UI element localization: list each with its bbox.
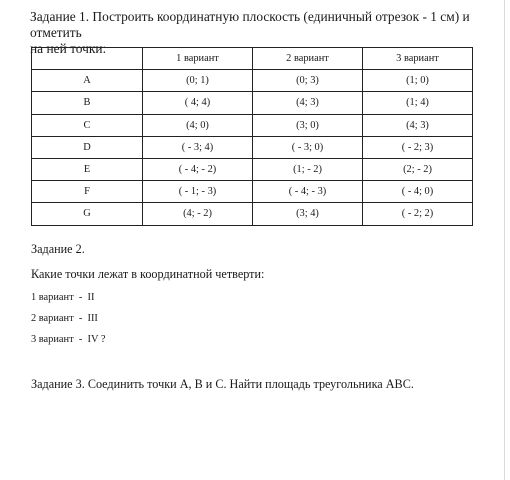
header-variant-3: 3 вариант [363,48,473,70]
table-cell: (1; 0) [363,70,473,92]
table-cell: ( - 4; - 3) [253,181,363,203]
point-label-cell: F [32,181,143,203]
task2-question: Какие точки лежат в координатной четверти: [31,267,265,281]
table-cell: ( - 2; 2) [363,203,473,225]
table-row [32,181,473,203]
point-label-cell: G [32,203,143,225]
table-row [32,70,473,92]
table-cell: (3; 0) [253,114,363,136]
variant-1-answer: 1 вариант - II [31,292,95,303]
table-cell: ( - 3; 0) [253,136,363,158]
coordinates-table [31,47,473,226]
variant-2-answer: 2 вариант - III [31,313,98,324]
header-variant-1: 1 вариант [143,48,253,70]
task1-heading-line2: на ней точки: [30,41,107,56]
point-label-cell: D [32,136,143,158]
task3-text: Задание 3. Соединить точки А, В и С. Найти площадь треугольника АВС. [31,377,414,391]
table-cell: (2; - 2) [363,158,473,180]
point-label-cell: E [32,158,143,180]
table-cell: ( - 1; - 3) [143,181,253,203]
table-cell: (1; 4) [363,92,473,114]
point-label-cell: A [32,70,143,92]
table-row [32,136,473,158]
table-cell: (4; - 2) [143,203,253,225]
table-cell: (4; 3) [363,114,473,136]
table-cell: (4; 3) [253,92,363,114]
table-cell: ( - 3; 4) [143,136,253,158]
table-cell: (0; 1) [143,70,253,92]
point-label-cell: C [32,114,143,136]
table-row [32,92,473,114]
header-variant-2: 2 вариант [253,48,363,70]
table-cell: (1; - 2) [253,158,363,180]
table-cell: (3; 4) [253,203,363,225]
table-row [32,158,473,180]
table-cell: ( 4; 4) [143,92,253,114]
task2-heading: Задание 2. [31,242,85,256]
variant-3-answer: 3 вариант - IV ? [31,334,106,345]
table-cell: ( - 4; 0) [363,181,473,203]
table-row [32,203,473,225]
table-header-row [32,48,473,70]
table-cell: (0; 3) [253,70,363,92]
table-cell: ( - 4; - 2) [143,158,253,180]
table-cell: (4; 0) [143,114,253,136]
point-label-cell: B [32,92,143,114]
table-row [32,114,473,136]
header-corner-cell [32,48,143,70]
task1-heading-line1: Задание 1. Построить координатную плоскость (единичный отрезок - 1 см) и отметить [30,9,470,40]
table-cell: ( - 2; 3) [363,136,473,158]
